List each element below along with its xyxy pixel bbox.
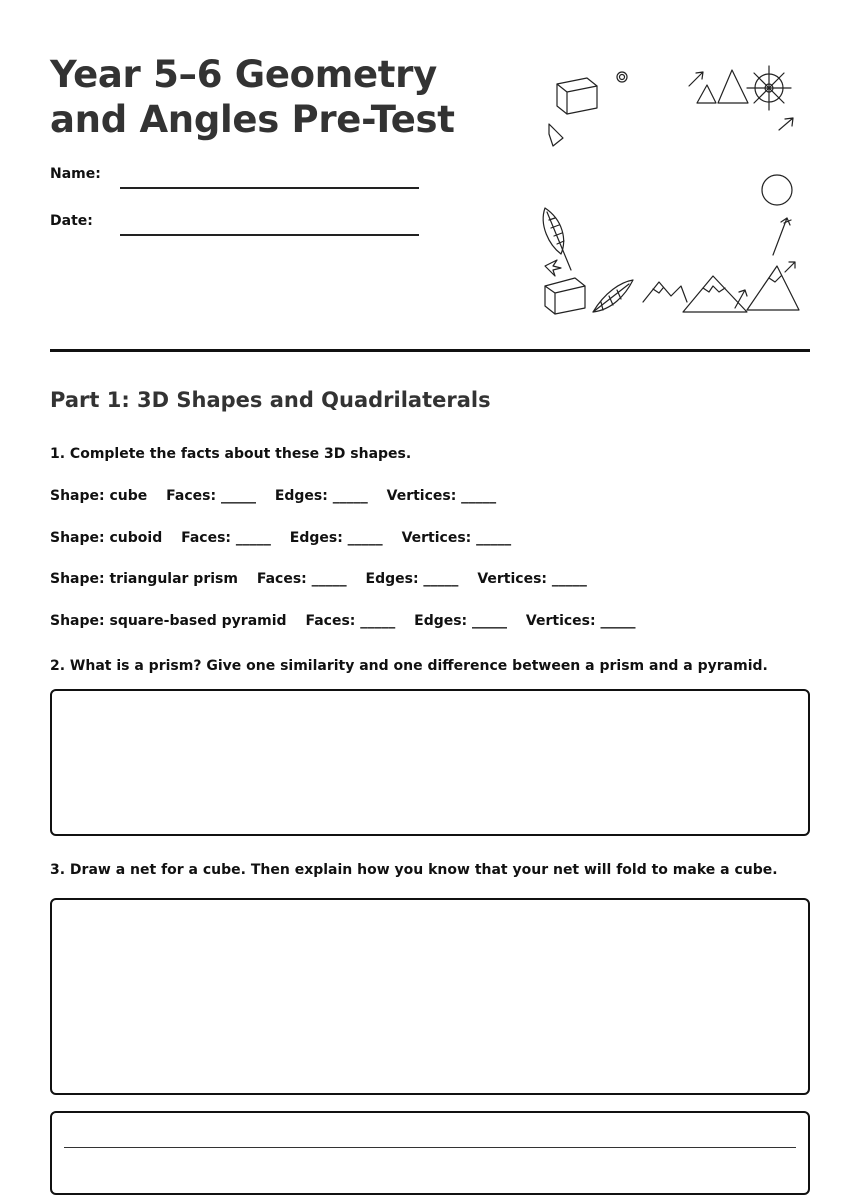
- section-divider: [50, 349, 810, 352]
- cube-icon: [545, 278, 585, 314]
- circle-icon: [762, 175, 792, 205]
- arrow-icon: [689, 72, 703, 86]
- answer-box-q3-explanation[interactable]: [50, 1111, 810, 1195]
- crystal-icon: [549, 124, 563, 146]
- page-title: Year 5–6 Geometry and Angles Pre-Test: [50, 53, 455, 141]
- answer-box-q2[interactable]: [50, 689, 810, 836]
- date-field[interactable]: [120, 234, 419, 236]
- answer-box-q3-drawing[interactable]: [50, 898, 810, 1095]
- shape-label: Shape: cuboid: [50, 530, 163, 546]
- edges-blank[interactable]: Edges: _____: [289, 530, 383, 546]
- edges-blank[interactable]: Edges: _____: [365, 571, 459, 587]
- faces-blank[interactable]: Faces: _____: [166, 488, 256, 504]
- question-2: 2. What is a prism? Give one similarity and one difference between a prism and a pyramid.: [50, 658, 768, 674]
- vertices-blank[interactable]: Vertices: _____: [386, 488, 497, 504]
- vertices-blank[interactable]: Vertices: _____: [477, 571, 587, 587]
- triangle-icon: [697, 70, 748, 103]
- vertices-blank[interactable]: Vertices: _____: [401, 530, 512, 546]
- circle-icon: [617, 72, 627, 82]
- arrow-icon: [773, 218, 791, 255]
- part-1-title: Part 1: 3D Shapes and Quadrilaterals: [50, 388, 491, 412]
- faces-blank[interactable]: Faces: _____: [256, 571, 347, 587]
- name-label: Name:: [50, 166, 101, 182]
- faces-blank[interactable]: Faces: _____: [181, 530, 271, 546]
- shape-label: Shape: cube: [50, 488, 148, 504]
- cube-icon: [557, 78, 597, 114]
- writing-line: [64, 1147, 796, 1148]
- shape-label: Shape: square-based pyramid: [50, 613, 287, 629]
- leaf-icon: [593, 280, 633, 312]
- faces-blank[interactable]: Faces: _____: [305, 613, 396, 629]
- question-1: 1. Complete the facts about these 3D shapes.: [50, 446, 412, 462]
- arrow-icon: [779, 118, 793, 130]
- ship-wheel-icon: [747, 66, 791, 110]
- name-field[interactable]: [120, 187, 419, 189]
- shape-label: Shape: triangular prism: [50, 571, 238, 587]
- date-label: Date:: [50, 213, 93, 229]
- fact-row-triangular-prism: [50, 571, 587, 587]
- fact-row-square-based-pyramid: [50, 613, 635, 629]
- fact-row-cube: [50, 488, 496, 504]
- edges-blank[interactable]: Edges: _____: [414, 613, 508, 629]
- mountain-icon: [643, 266, 799, 312]
- vertices-blank[interactable]: Vertices: _____: [525, 613, 636, 629]
- arrow-icon: [545, 260, 561, 276]
- fact-row-cuboid: [50, 530, 511, 546]
- decorative-illustration: [535, 60, 810, 320]
- edges-blank[interactable]: Edges: _____: [274, 488, 368, 504]
- question-3: 3. Draw a net for a cube. Then explain how you know that your net will fold to make a cube.: [50, 862, 778, 878]
